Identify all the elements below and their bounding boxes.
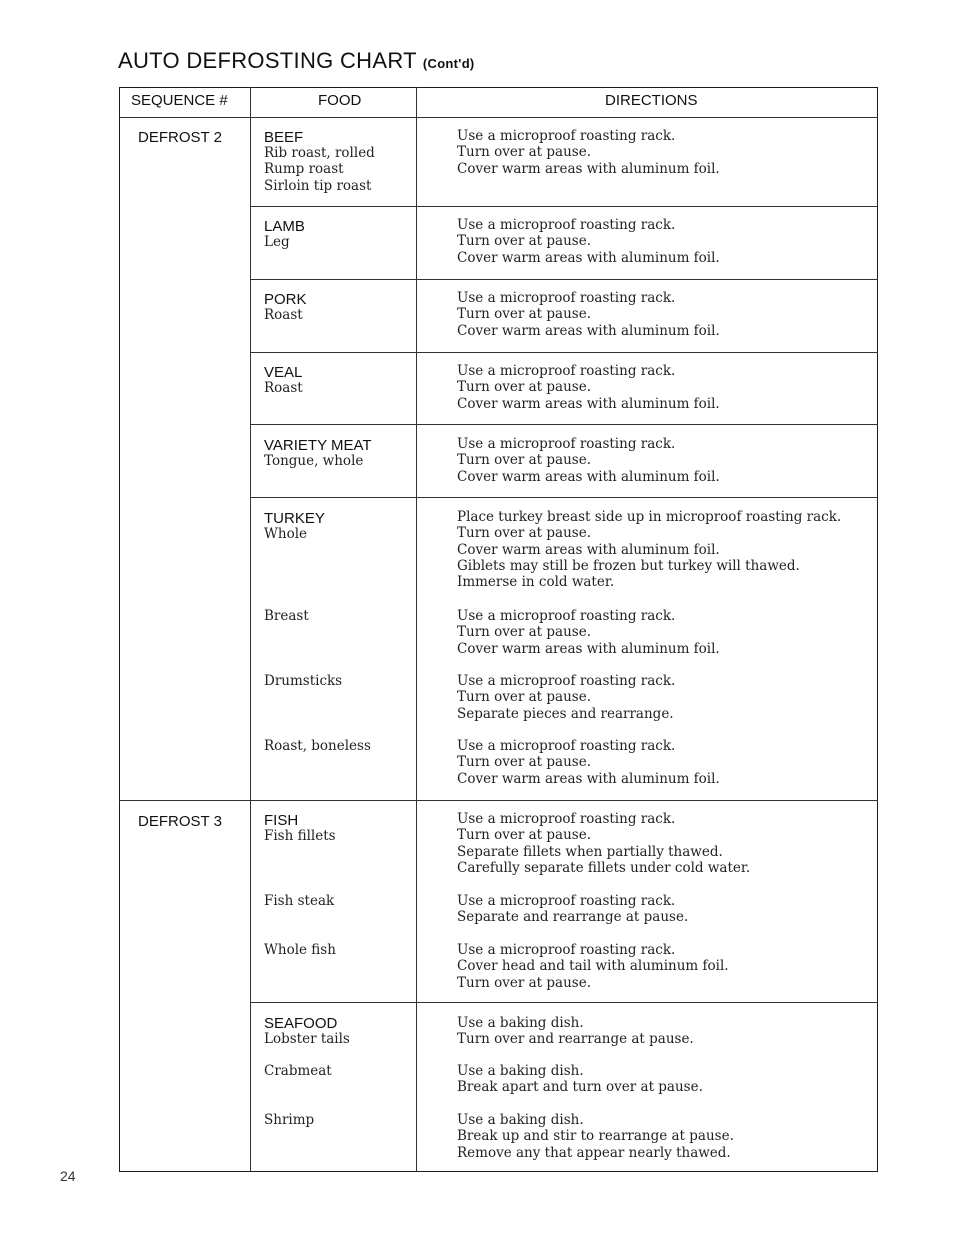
sequence-label: DEFROST 3 — [138, 813, 222, 830]
direction-line: Use a baking dish. — [457, 1015, 584, 1031]
direction-line: Turn over at pause. — [457, 827, 591, 844]
direction-line: Turn over at pause. — [457, 525, 591, 542]
column-divider-food — [416, 87, 417, 1172]
direction-line: Break up and stir to rearrange at pause. — [457, 1128, 734, 1145]
direction-line: Use a baking dish. — [457, 1063, 584, 1079]
direction-line: Cover warm areas with aluminum foil. — [457, 770, 720, 787]
row-divider — [250, 1002, 878, 1003]
direction-line: Break apart and turn over at pause. — [457, 1079, 703, 1096]
directions — [457, 436, 720, 485]
food-category: VEAL — [264, 364, 303, 381]
direction-line: Turn over at pause. — [457, 144, 591, 161]
food-item: Lobster tails — [264, 1031, 350, 1047]
food-item: Fish steak — [264, 893, 335, 909]
food-item-list — [264, 145, 375, 194]
column-divider-sequence — [250, 87, 251, 1172]
direction-line: Use a microproof roasting rack. — [457, 811, 676, 827]
direction-line: Separate and rearrange at pause. — [457, 909, 689, 926]
direction-line: Immerse in cold water. — [457, 574, 615, 591]
directions — [457, 942, 729, 991]
food-category: LAMB — [264, 218, 305, 235]
direction-line: Use a microproof roasting rack. — [457, 363, 676, 379]
direction-line: Use a microproof roasting rack. — [457, 217, 676, 233]
food-item: Breast — [264, 608, 309, 624]
sequence-divider — [119, 800, 878, 801]
food-item: Rib roast, rolled — [264, 145, 375, 161]
food-category: FISH — [264, 812, 299, 829]
food-item-list — [264, 380, 303, 396]
food-item: Whole — [264, 526, 308, 542]
direction-line: Turn over at pause. — [457, 974, 591, 991]
directions — [457, 1015, 694, 1048]
direction-line: Use a microproof roasting rack. — [457, 893, 676, 909]
title-suffix: (Cont'd) — [422, 56, 475, 71]
directions — [457, 217, 720, 266]
directions — [457, 738, 720, 787]
food-item: Rump roast — [264, 161, 344, 178]
food-item: Fish fillets — [264, 828, 336, 844]
column-header-directions: DIRECTIONS — [605, 92, 698, 109]
direction-line: Turn over and rearrange at pause. — [457, 1031, 694, 1048]
row-divider — [250, 279, 878, 280]
food-category: VARIETY MEAT — [264, 437, 372, 454]
food-category: TURKEY — [264, 510, 325, 527]
direction-line: Turn over at pause. — [457, 233, 591, 250]
food-item: Roast, boneless — [264, 738, 371, 754]
direction-line: Turn over at pause. — [457, 379, 591, 396]
column-header-sequence: SEQUENCE # — [131, 92, 228, 109]
row-divider — [250, 424, 878, 425]
directions — [457, 290, 720, 339]
directions — [457, 893, 688, 926]
directions — [457, 128, 720, 177]
food-item-list — [264, 453, 363, 469]
direction-line: Turn over at pause. — [457, 754, 591, 771]
direction-line: Separate pieces and rearrange. — [457, 705, 674, 722]
food-item: Drumsticks — [264, 673, 343, 689]
directions — [457, 1112, 734, 1161]
direction-line: Cover warm areas with aluminum foil. — [457, 160, 720, 177]
directions — [457, 608, 720, 657]
food-category: SEAFOOD — [264, 1015, 338, 1032]
food-item-list — [264, 307, 303, 323]
food-item: Whole fish — [264, 942, 336, 958]
sequence-label: DEFROST 2 — [138, 129, 222, 146]
page-title — [118, 48, 475, 74]
food-item: Shrimp — [264, 1112, 315, 1128]
food-item: Crabmeat — [264, 1063, 332, 1079]
food-category: PORK — [264, 291, 307, 308]
direction-line: Turn over at pause. — [457, 689, 591, 706]
direction-line: Cover head and tail with aluminum foil. — [457, 958, 729, 975]
direction-line: Cover warm areas with aluminum foil. — [457, 640, 720, 657]
direction-line: Cover warm areas with aluminum foil. — [457, 541, 720, 558]
page-number: 24 — [60, 1168, 76, 1184]
directions — [457, 509, 841, 590]
direction-line: Remove any that appear nearly thawed. — [457, 1144, 731, 1161]
direction-line: Cover warm areas with aluminum foil. — [457, 468, 720, 485]
direction-line: Use a microproof roasting rack. — [457, 436, 676, 452]
direction-line: Cover warm areas with aluminum foil. — [457, 395, 720, 412]
direction-line: Carefully separate fillets under cold water. — [457, 859, 751, 876]
food-item: Tongue, whole — [264, 453, 364, 469]
food-item-list — [264, 234, 290, 250]
food-item: Sirloin tip roast — [264, 177, 372, 194]
direction-line: Giblets may still be frozen but turkey will thawed. — [457, 557, 800, 574]
direction-line: Use a microproof roasting rack. — [457, 942, 676, 958]
header-divider — [119, 117, 878, 118]
food-item: Leg — [264, 234, 290, 250]
direction-line: Cover warm areas with aluminum foil. — [457, 322, 720, 339]
direction-line: Separate fillets when partially thawed. — [457, 843, 723, 860]
direction-line: Use a microproof roasting rack. — [457, 673, 676, 689]
row-divider — [250, 497, 878, 498]
food-item: Roast — [264, 307, 303, 323]
directions — [457, 811, 750, 876]
direction-line: Use a microproof roasting rack. — [457, 290, 676, 306]
direction-line: Use a microproof roasting rack. — [457, 608, 676, 624]
food-category: BEEF — [264, 129, 304, 146]
direction-line: Use a baking dish. — [457, 1112, 584, 1128]
row-divider — [250, 206, 878, 207]
direction-line: Turn over at pause. — [457, 624, 591, 641]
directions — [457, 673, 675, 722]
direction-line: Place turkey breast side up in microproof roasting rack. — [457, 509, 842, 525]
direction-line: Use a microproof roasting rack. — [457, 738, 676, 754]
food-item: Roast — [264, 380, 303, 396]
direction-line: Turn over at pause. — [457, 452, 591, 469]
column-header-food: FOOD — [318, 92, 362, 109]
directions — [457, 363, 720, 412]
title-text: AUTO DEFROSTING CHART — [118, 48, 417, 73]
directions — [457, 1063, 703, 1096]
direction-line: Turn over at pause. — [457, 306, 591, 323]
direction-line: Use a microproof roasting rack. — [457, 128, 676, 144]
direction-line: Cover warm areas with aluminum foil. — [457, 249, 720, 266]
row-divider — [250, 352, 878, 353]
